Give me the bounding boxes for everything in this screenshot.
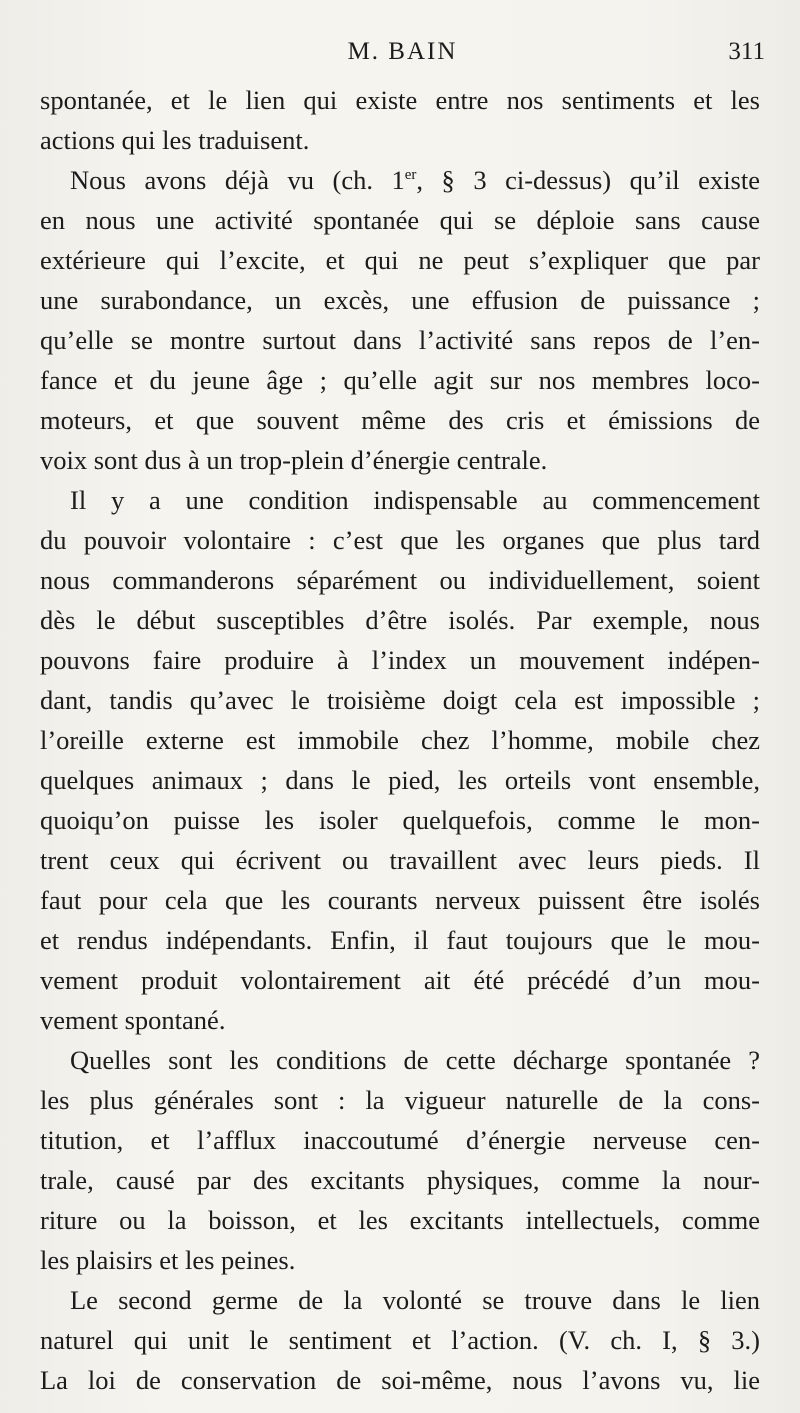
text-line: spontanée, et le lien qui existe entre nos sentiments et les xyxy=(40,85,760,115)
text-line: Nous avons déjà vu (ch. 1er, § 3 ci-dessus) qu’il existe xyxy=(70,165,760,195)
text-line: en nous une activité spontanée qui se déploie sans cause xyxy=(40,205,760,235)
text-line: dant, tandis qu’avec le troisième doigt cela est impossible ; xyxy=(40,685,760,715)
text-line: trale, causé par des excitants physiques, comme la nour- xyxy=(40,1165,760,1195)
text-line: actions qui les traduisent. xyxy=(40,125,310,155)
page-number: 311 xyxy=(728,38,765,65)
text-line: vement produit volontairement ait été précédé d’un mou- xyxy=(40,965,760,995)
running-head xyxy=(40,38,765,78)
text-line: La loi de conservation de soi-même, nous l’avons vu, lie xyxy=(40,1365,760,1395)
text-line: une surabondance, un excès, une effusion de puissance ; xyxy=(40,285,760,315)
text-line: les plaisirs et les peines. xyxy=(40,1245,296,1275)
text-line: Quelles sont les conditions de cette décharge spontanée ? xyxy=(70,1045,760,1075)
text-line: quoiqu’on puisse les isoler quelquefois, comme le mon- xyxy=(40,805,760,835)
text-line: vement spontané. xyxy=(40,1005,226,1035)
text-line: Le second germe de la volonté se trouve dans le lien xyxy=(70,1285,760,1315)
running-title: M. BAIN xyxy=(347,38,458,65)
text-line: qu’elle se montre surtout dans l’activité sans repos de l’en- xyxy=(40,325,760,355)
text-line: trent ceux qui écrivent ou travaillent avec leurs pieds. Il xyxy=(40,845,760,875)
text-line: titution, et l’afflux inaccoutumé d’énergie nerveuse cen- xyxy=(40,1125,760,1155)
text-line: moteurs, et que souvent même des cris et émissions de xyxy=(40,405,760,435)
text-line: pouvons faire produire à l’index un mouvement indépen- xyxy=(40,645,760,675)
text-line: quelques animaux ; dans le pied, les orteils vont ensemble, xyxy=(40,765,760,795)
text-line: faut pour cela que les courants nerveux puissent être isolés xyxy=(40,885,760,915)
text-line: du pouvoir volontaire : c’est que les organes que plus tard xyxy=(40,525,760,555)
text-line: voix sont dus à un trop-plein d’énergie centrale. xyxy=(40,445,548,475)
text-line: les plus générales sont : la vigueur naturelle de la cons- xyxy=(40,1085,760,1115)
text-line: naturel qui unit le sentiment et l’action. (V. ch. I, § 3.) xyxy=(40,1325,760,1355)
text-line: nous commanderons séparément ou individuellement, soient xyxy=(40,565,760,595)
text-line: et rendus indépendants. Enfin, il faut toujours que le mou- xyxy=(40,925,760,955)
text-line: Il y a une condition indispensable au commencement xyxy=(70,485,760,515)
text-line: fance et du jeune âge ; qu’elle agit sur nos membres loco- xyxy=(40,365,760,395)
text-line: riture ou la boisson, et les excitants intellectuels, comme xyxy=(40,1205,760,1235)
text-line: dès le début susceptibles d’être isolés. Par exemple, nous xyxy=(40,605,760,635)
text-line: extérieure qui l’excite, et qui ne peut s’expliquer que par xyxy=(40,245,760,275)
body-text xyxy=(40,80,760,1400)
text-line: l’oreille externe est immobile chez l’homme, mobile chez xyxy=(40,725,760,755)
